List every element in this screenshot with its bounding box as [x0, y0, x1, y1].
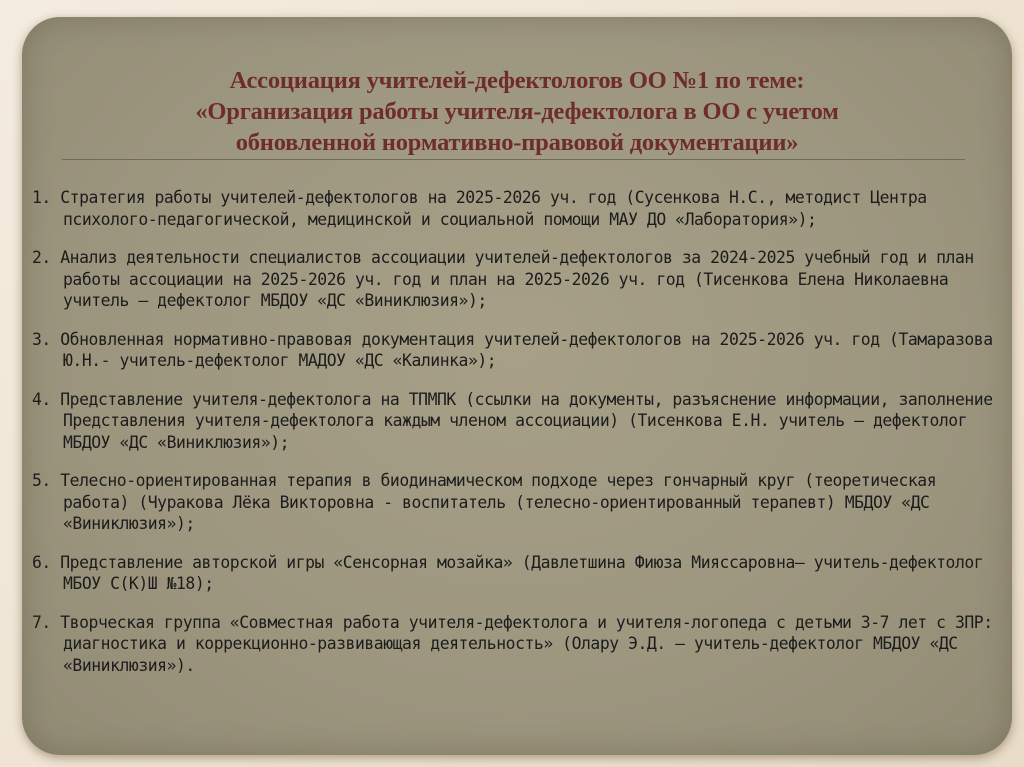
agenda-item: [32, 552, 1007, 595]
item-number: 3.: [32, 329, 51, 349]
item-text: Обновленная нормативно-правовая документация учителей-дефектологов на 2025-2026 уч. год (Тамаразова Ю.Н.- учитель-дефектолог МАДОУ «ДС «Калинка»);: [60, 329, 993, 370]
item-text: Анализ деятельности специалистов ассоциации учителей-дефектологов за 2024-2025 учебный год и план работы ассоциации на 2025-2026 уч. год и план на 2025-2026 уч. год (Тисенкова Елена Николаевна учитель – дефектолог МБДОУ «ДС «Виниклюзия»);: [60, 248, 974, 310]
item-text: Телесно-ориентированная терапия в биодинамическом подходе через гончарный круг (теоретическая работа) (Чуракова Лёка Викторовна - воспитатель (телесно-ориентированный терапевт) МБДОУ «ДС «Виниклюзия»);: [60, 471, 937, 533]
agenda-list: [32, 187, 1007, 693]
item-number: 6.: [32, 552, 51, 572]
agenda-item: [32, 612, 1007, 677]
item-text: Творческая группа «Совместная работа учителя-дефектолога и учителя-логопеда с детьми 3-7 лет с ЗПР: диагностика и коррекционно-развивающая деятельность» (Олару Э.Д. – учитель-дефектолог МБДОУ «ДС «Виниклюзия»).: [60, 612, 993, 675]
title-line: обновленной нормативно-правовой документации»: [235, 129, 799, 156]
slide-title: [82, 65, 952, 158]
agenda-item: [32, 247, 1007, 312]
item-number: 7.: [32, 612, 51, 632]
item-text: Представление учителя-дефектолога на ТПМПК (ссылки на документы, разъяснение информации, заполнение Представления учителя-дефектолога каждым членом ассоциации) (Тисенкова Е.Н. учитель – дефектолог МБДОУ «ДС «Виниклюзия»);: [60, 389, 993, 452]
slide-panel: [22, 17, 1012, 755]
title-divider: [62, 159, 965, 160]
item-number: 2.: [32, 248, 51, 267]
agenda-item: [32, 329, 1007, 372]
item-number: 4.: [32, 389, 51, 409]
item-text: Представление авторской игры «Сенсорная мозайка» (Давлетшина Фиюза Мияссаровна– учитель-дефектолог МБОУ С(К)Ш №18);: [60, 552, 984, 593]
agenda-item: [32, 389, 1007, 454]
title-line: Ассоциация учителей-дефектологов ОО №1 по теме:: [229, 67, 805, 94]
item-text: Стратегия работы учителей-дефектологов на 2025-2026 уч. год (Сусенкова Н.С., методист Центра психолого-педагогической, медицинской и социальной помощи МАУ ДО «Лаборатория»);: [60, 188, 927, 229]
agenda-item: [32, 470, 1007, 535]
agenda-item: [32, 187, 1007, 230]
item-number: 1.: [32, 188, 51, 207]
item-number: 5.: [32, 471, 51, 490]
title-line: «Организация работы учителя-дефектолога в ОО с учетом: [195, 98, 839, 125]
